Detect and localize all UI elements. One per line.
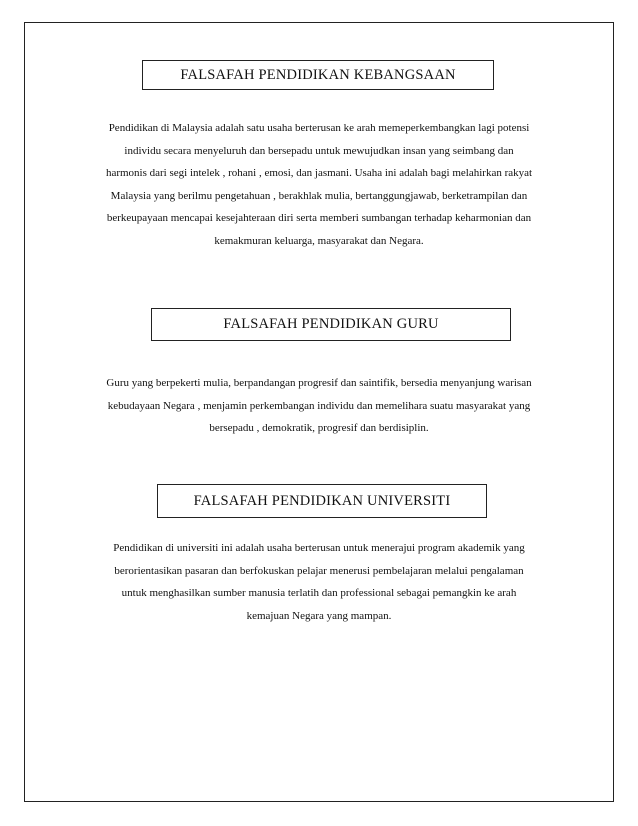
paragraph-line: kemajuan Negara yang mampan. — [246, 609, 392, 622]
paragraph-line: harmonis dari segi intelek , rohani , emosi, dan jasmani. Usaha ini adalah bagi melahirkan rakyat — [105, 167, 533, 179]
paragraph-line: bersepadu , demokratik, progresif dan berdisiplin. — [209, 422, 429, 434]
paragraph-line: untuk menghasilkan sumber manusia terlatih dan professional sebagai pemangkin ke arah — [121, 587, 517, 599]
section-title-kebangsaan: FALSAFAH PENDIDIKAN KEBANGSAAN — [142, 60, 494, 90]
section-title-universiti: FALSAFAH PENDIDIKAN UNIVERSITI — [157, 484, 487, 518]
paragraph-line: individu secara menyeluruh dan bersepadu untuk mewujudkan insan yang seimbang dan — [124, 144, 514, 157]
section-title-guru: FALSAFAH PENDIDIKAN GURU — [151, 308, 511, 341]
paragraph-kebangsaan — [62, 117, 576, 252]
paragraph-line: kemakmuran keluarga, masyarakat dan Negara. — [214, 234, 424, 247]
paragraph-line: Pendidikan di universiti ini adalah usaha berterusan untuk menerajui program akademik yang — [113, 542, 525, 554]
paragraph-guru — [62, 372, 576, 440]
paragraph-line: berkeupayaan mencapai kesejahteraan diri serta memberi sumbangan terhadap keharmonian dan — [106, 212, 532, 224]
paragraph-line: berorientasikan pasaran dan berfokuskan pelajar menerusi pembelajaran melalui pengalaman — [114, 564, 524, 577]
paragraph-line: Pendidikan di Malaysia adalah satu usaha berterusan ke arah memeperkembangkan lagi potensi — [108, 122, 530, 134]
paragraph-line: Malaysia yang berilmu pengetahuan , berakhlak mulia, bertanggungjawab, berketrampilan dan — [110, 189, 528, 202]
paragraph-line: kebudayaan Negara , menjamin perkembangan individu dan memelihara suatu masyarakat yang — [107, 399, 531, 412]
paragraph-universiti — [62, 537, 576, 627]
paragraph-line: Guru yang berpekerti mulia, berpandangan progresif dan saintifik, bersedia menyanjung warisan — [106, 377, 532, 389]
